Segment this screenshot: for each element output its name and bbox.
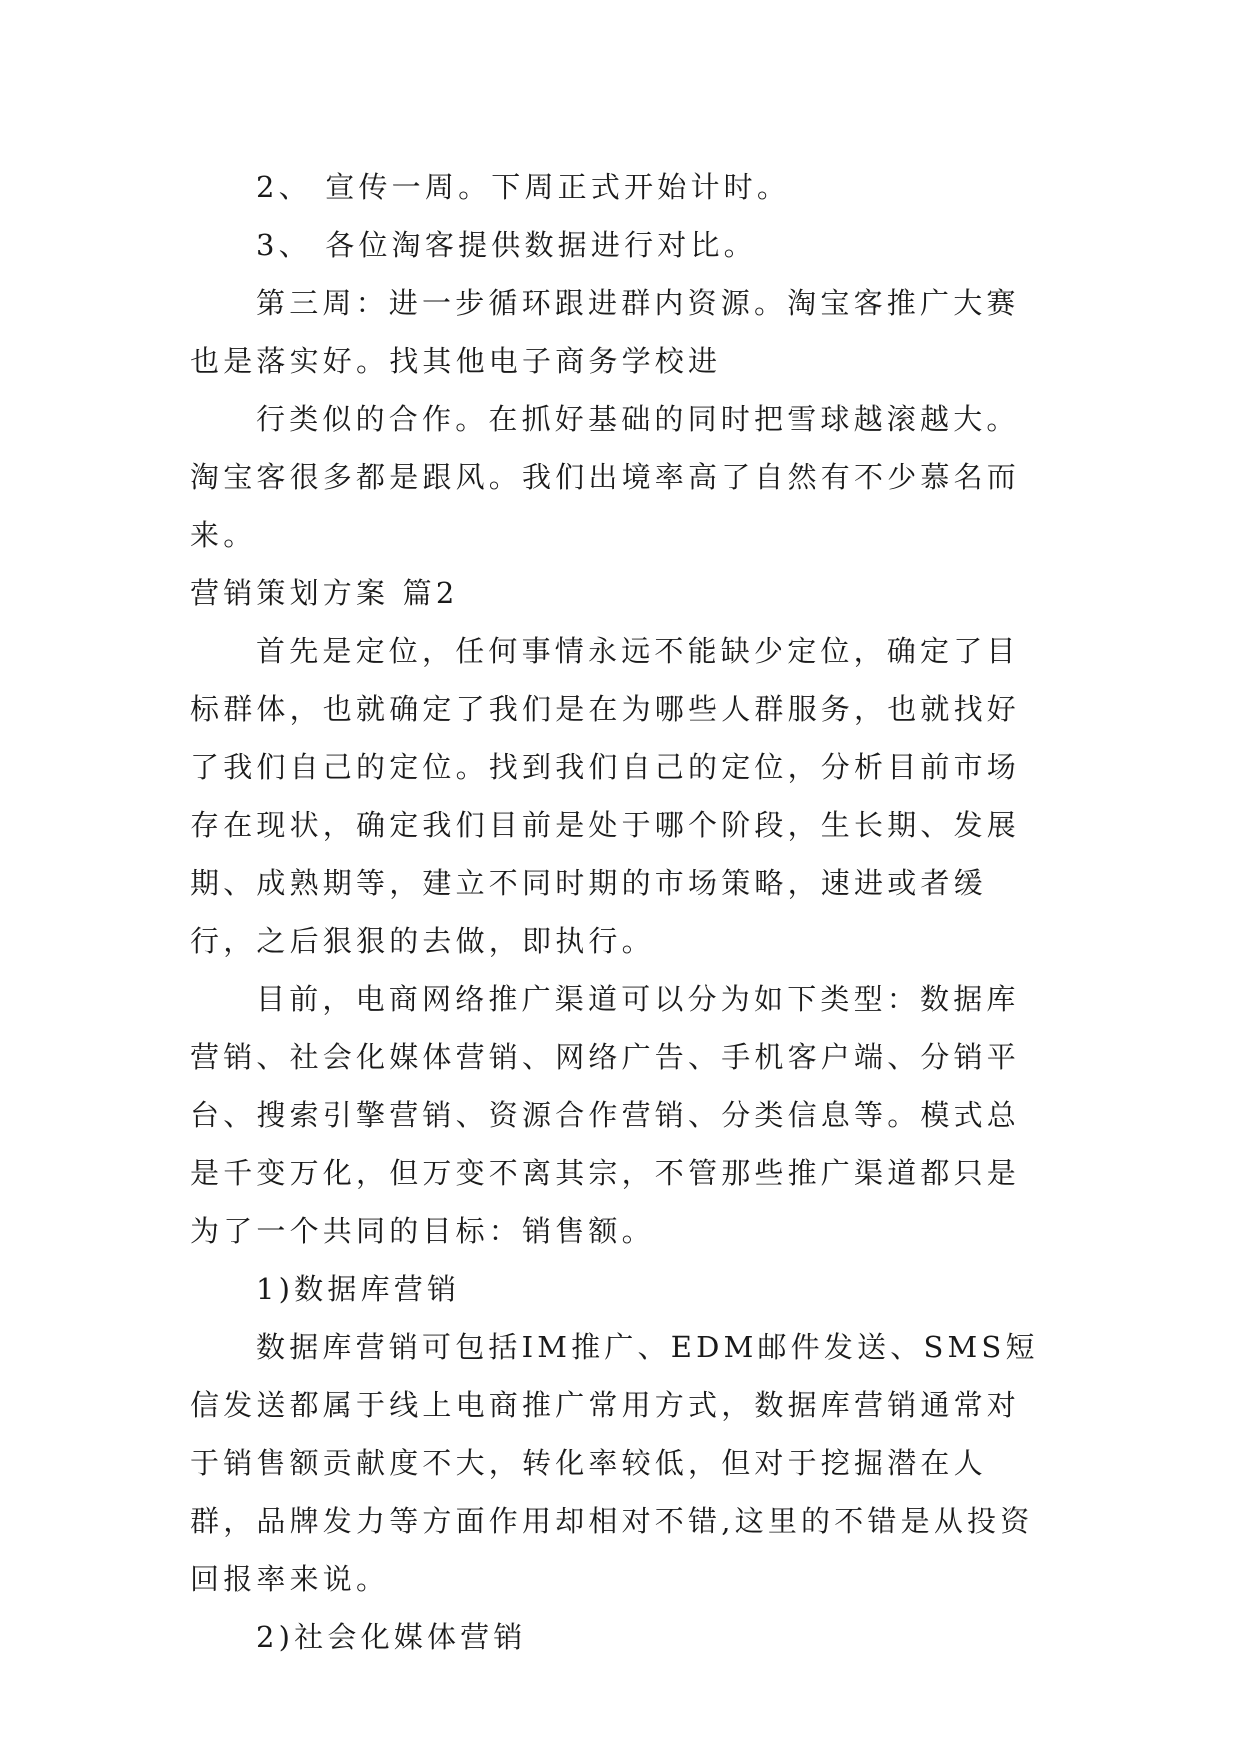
paragraph-channels: 目前，电商网络推广渠道可以分为如下类型：数据库营销、社会化媒体营销、网络广告、手机客户端、分销平台、搜索引擎营销、资源合作营销、分类信息等。模式总是千变万化，但万变不离其宗，不管那些推广渠道都只是为了一个共同的目标：销售额。 [190,982,1021,1248]
section-heading: 营销策划方案 篇2 [190,576,459,610]
subheading-social-media-marketing: 2)社会化媒体营销 [256,1620,527,1654]
document-body [190,158,1050,1666]
paragraph-week-3: 第三周：进一步循环跟进群内资源。淘宝客推广大赛也是落实好。找其他电子商务学校进 [190,286,1020,378]
paragraph-step-3: 3、 各位淘客提供数据进行对比。 [256,228,757,262]
paragraph-cooperation: 行类似的合作。在抓好基础的同时把雪球越滚越大。淘宝客很多都是跟风。我们出境率高了自然有不少慕名而来。 [190,402,1021,552]
paragraph-positioning: 首先是定位，任何事情永远不能缺少定位，确定了目标群体，也就确定了我们是在为哪些人群服务，也就找好了我们自己的定位。找到我们自己的定位，分析目前市场存在现状，确定我们目前是处于哪个阶段，生长期、发展期、成熟期等，建立不同时期的市场策略，速进或者缓行，之后狠狠的去做，即执行。 [190,634,1021,958]
paragraph-step-2: 2、 宣传一周。下周正式开始计时。 [256,170,791,204]
paragraph-database-marketing: 数据库营销可包括IM推广、EDM邮件发送、SMS短信发送都属于线上电商推广常用方式，数据库营销通常对于销售额贡献度不大，转化率较低，但对于挖掘潜在人群，品牌发力等方面作用却相对不错,这里的不错是从投资回报率来说。 [190,1330,1039,1596]
subheading-database-marketing: 1)数据库营销 [256,1272,461,1306]
